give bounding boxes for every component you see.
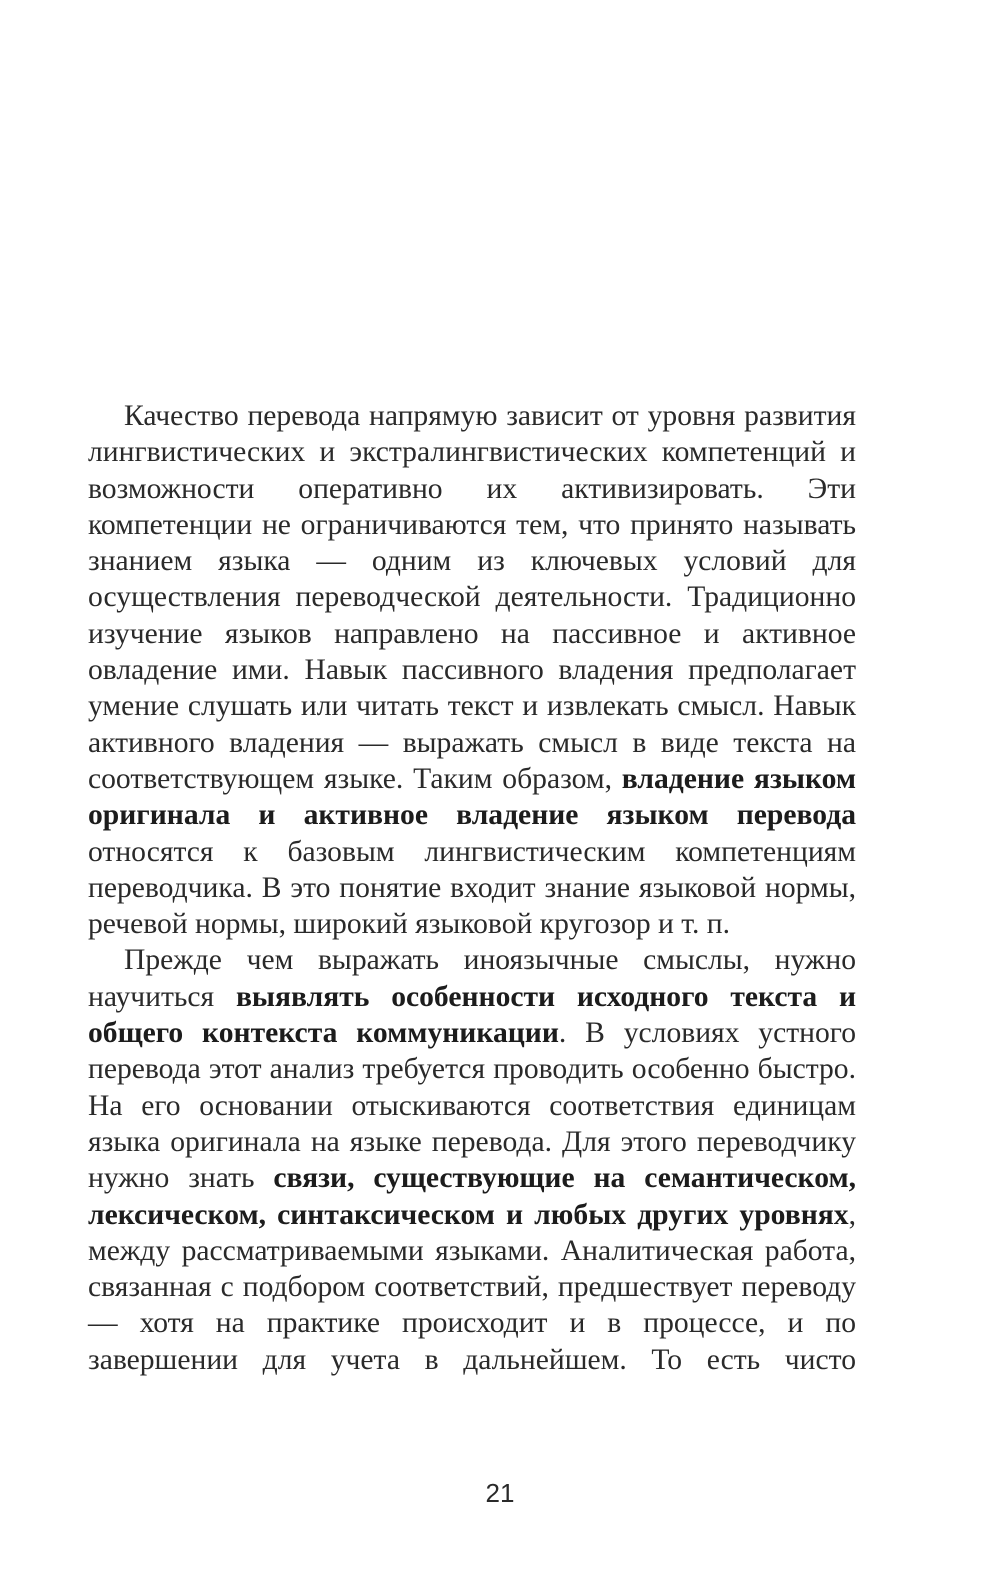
paragraph [88, 942, 856, 1378]
paragraph [88, 398, 856, 942]
text-segment: , между рассматриваемыми языками. Аналитическая работа, связанная с подбором соответствий, предшествует переводу — хотя на практике происходит и в процессе, и по завершении для учета в дальнейшем. То есть чисто [88, 1198, 856, 1376]
body-text [88, 398, 856, 1378]
text-segment: . В условиях устного перевода этот анализ требуется проводить особенно быстро. На его основании отыскиваются соответствия единицам языка оригинала на языке перевода. Для этого переводчику нужно знать [88, 1017, 857, 1195]
bold-term: владение языком оригинала и активное владение языком перевода [88, 762, 856, 832]
bold-term: выявлять особенности исходного текста и общего контекста коммуникации [88, 980, 856, 1050]
text-segment: Прежде чем выражать иноязычные смыслы, нужно научиться [88, 944, 856, 1013]
text-segment: относятся к базовым лингвистическим компетенциям переводчика. В это понятие входит знание языковой нормы, речевой нормы, широкий языковой кругозор и т. п. [88, 835, 856, 941]
bold-term: связи, существующие на семантическом, лексическом, синтаксическом и любых других уровнях [88, 1162, 856, 1231]
text-segment: Качество перевода напрямую зависит от уровня развития лингвистических и экстралингвистических компетенций и возможности оперативно их активизировать. Эти компетенции не ограничиваются тем, что принято называть знанием языка — одним из ключевых условий для осуществления переводческой деятельности. Традиционно изучение языков направлено на пассивное и активное овладение ими. Навык пассивного владения предполагает умение слушать или читать текст и извлекать смысл. Навык активного владения — выражать смысл в виде текста на соответствующем языке. Таким образом, [88, 400, 856, 795]
page-number: 21 [485, 1478, 515, 1508]
